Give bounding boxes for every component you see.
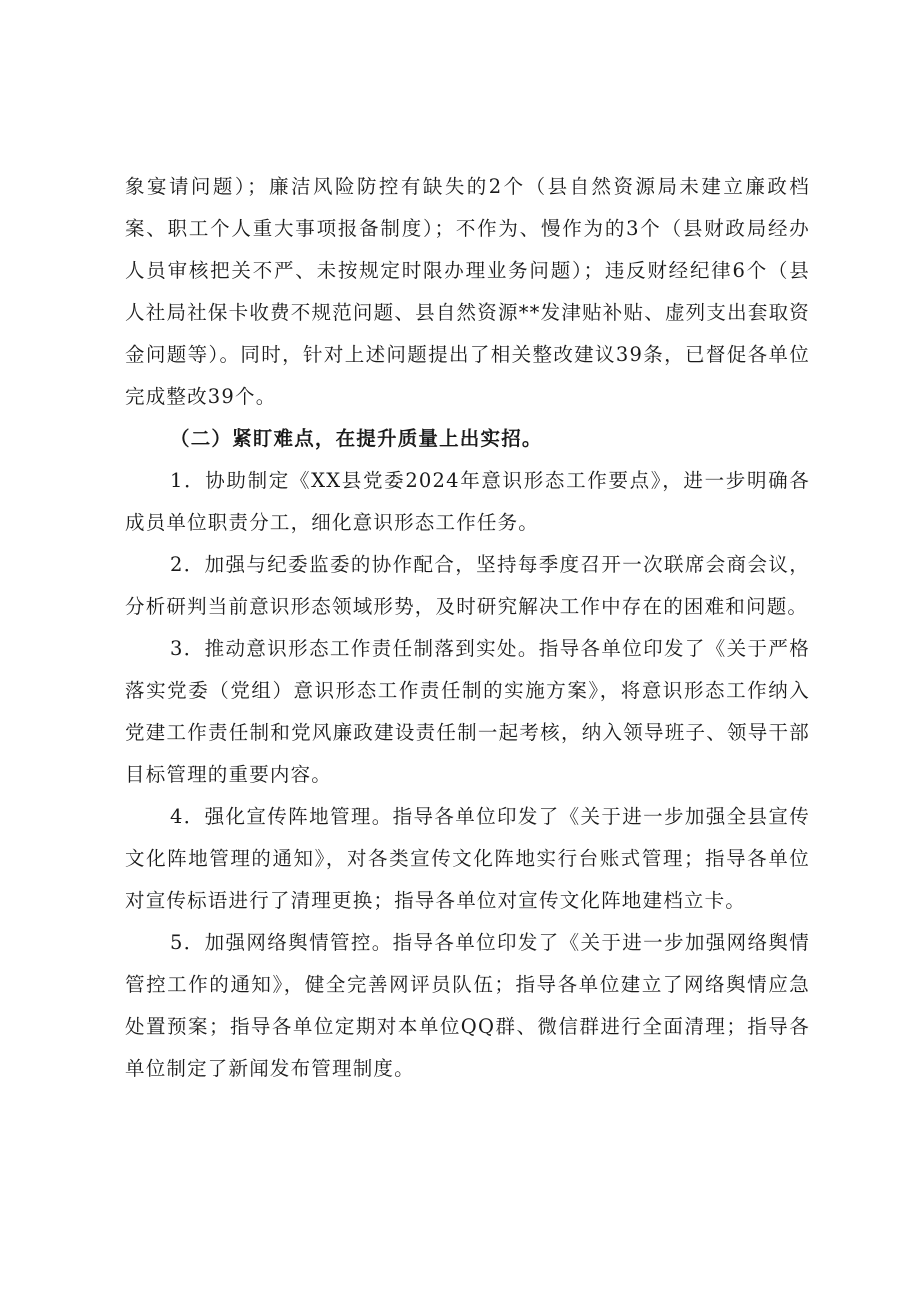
section-heading: （二）紧盯难点，在提升质量上出实招。	[170, 427, 543, 450]
list-item-2: 2．加强与纪委监委的协作配合，坚持每季度召开一次联席会商会议，分析研判当前意识形态领域形势，及时研究解决工作中存在的困难和问题。	[125, 553, 810, 618]
list-item-4: 4．强化宣传阵地管理。指导各单位印发了《关于进一步加强全县宣传文化阵地管理的通知》，对各类宣传文化阵地实行台账式管理；指导各单位对宣传标语进行了清理更换；指导各单位对宣传文化阵地建档立卡。	[125, 805, 810, 912]
list-item-3: 3．推动意识形态工作责任制落到实处。指导各单位印发了《关于严格落实党委（党组）意识形态工作责任制的实施方案》，将意识形态工作纳入党建工作责任制和党风廉政建设责任制一起考核，纳入领导班子、领导干部目标管理的重要内容。	[125, 637, 810, 786]
continued-paragraph: 象宴请问题）；廉洁风险防控有缺失的2个（县自然资源局未建立廉政档案、职工个人重大事项报备制度）；不作为、慢作为的3个（县财政局经办人员审核把关不严、未按规定时限办理业务问题）；违反财经纪律6个（县人社局社保卡收费不规范问题、县自然资源**发津贴补贴、虚列支出套取资金问题等）。同时，针对上述问题提出了相关整改建议39条，已督促各单位完成整改39个。	[125, 175, 810, 408]
list-item-5: 5．加强网络舆情管控。指导各单位印发了《关于进一步加强网络舆情管控工作的通知》，健全完善网评员队伍；指导各单位建立了网络舆情应急处置预案；指导各单位定期对本单位QQ群、微信群进行全面清理；指导各单位制定了新闻发布管理制度。	[125, 931, 810, 1080]
list-item-1: 1．协助制定《XX县党委2024年意识形态工作要点》，进一步明确各成员单位职责分工，细化意识形态工作任务。	[125, 469, 810, 534]
